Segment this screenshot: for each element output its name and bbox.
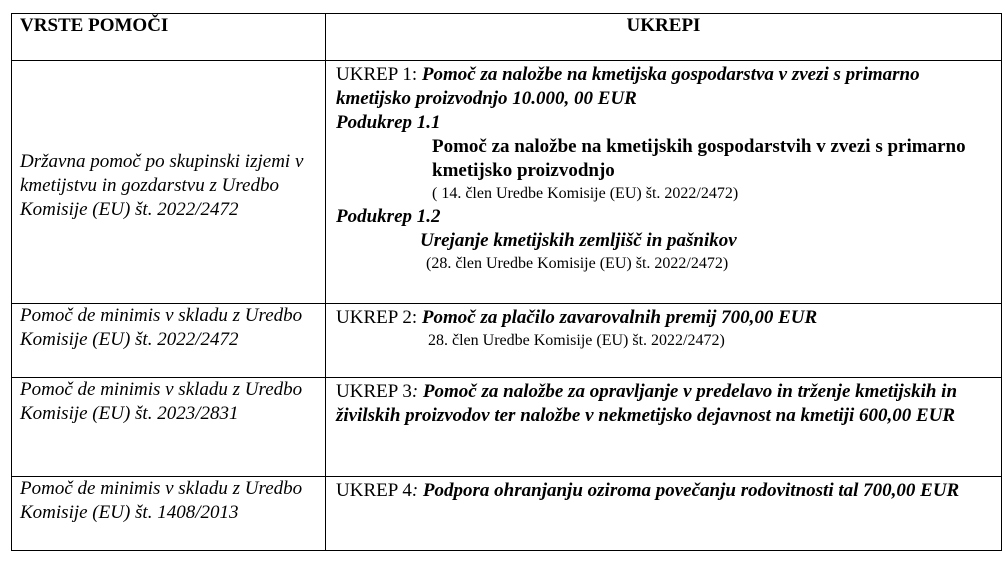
- measure-title: Podpora ohranjanju oziroma povečanju rodovitnosti tal 700,00 EUR: [422, 480, 960, 501]
- measure-cell: [326, 477, 1002, 551]
- table-header-row: [12, 14, 1002, 61]
- submeasure-label: Podukrep 1.1: [336, 112, 441, 133]
- measure-colon: :: [411, 480, 423, 501]
- measure-cell: [326, 378, 1002, 477]
- header-aid-types: VRSTE POMOČI: [12, 14, 326, 61]
- measure-title: Pomoč za naložbe za opravljanje v predelavo in trženje kmetijskih in živilskih proizvodov ter naložbe v nekmetijsko dejavnost na kmetiji 600,00 EUR: [336, 381, 958, 426]
- aid-type-cell: Pomoč de minimis v skladu z Uredbo Komisije (EU) št. 1408/2013: [12, 477, 326, 551]
- measure-cell: [326, 61, 1002, 304]
- aid-type-cell: Državna pomoč po skupinski izjemi v kmetijstvu in gozdarstvu z Uredbo Komisije (EU) št. 2022/2472: [12, 61, 326, 304]
- table-row: [12, 304, 1002, 378]
- submeasure-title: Urejanje kmetijskih zemljišč in pašnikov: [420, 230, 737, 251]
- measure-title: Pomoč za naložbe na kmetijska gospodarstva v zvezi s primarno kmetijsko proizvodnjo 10.000, 00 EUR: [336, 64, 920, 109]
- submeasure-title: Pomoč za naložbe na kmetijskih gospodarstvih v zvezi s primarno kmetijsko proizvodnjo: [432, 136, 966, 181]
- measure-colon: :: [411, 381, 423, 402]
- aid-measures-table: [11, 13, 1002, 551]
- table-row: [12, 378, 1002, 477]
- table-row: [12, 477, 1002, 551]
- measure-label: UKREP 2:: [336, 307, 422, 328]
- aid-type-cell: Pomoč de minimis v skladu z Uredbo Komisije (EU) št. 2023/2831: [12, 378, 326, 477]
- table-row: [12, 61, 1002, 304]
- measure-cell: [326, 304, 1002, 378]
- header-measures: UKREPI: [326, 14, 1002, 61]
- measure-label: UKREP 3: [336, 381, 412, 402]
- measure-title: Pomoč za plačilo zavarovalnih premij 700,00 EUR: [421, 307, 818, 328]
- submeasure-label: Podukrep 1.2: [336, 206, 441, 227]
- measure-label: UKREP 4: [336, 480, 412, 501]
- submeasure-reference: ( 14. člen Uredbe Komisije (EU) št. 2022/2472): [432, 185, 739, 202]
- aid-type-cell: Pomoč de minimis v skladu z Uredbo Komisije (EU) št. 2022/2472: [12, 304, 326, 378]
- measure-label: UKREP 1:: [336, 64, 422, 85]
- measure-reference: 28. člen Uredbe Komisije (EU) št. 2022/2472): [428, 332, 725, 349]
- submeasure-reference: (28. člen Uredbe Komisije (EU) št. 2022/2472): [426, 255, 729, 272]
